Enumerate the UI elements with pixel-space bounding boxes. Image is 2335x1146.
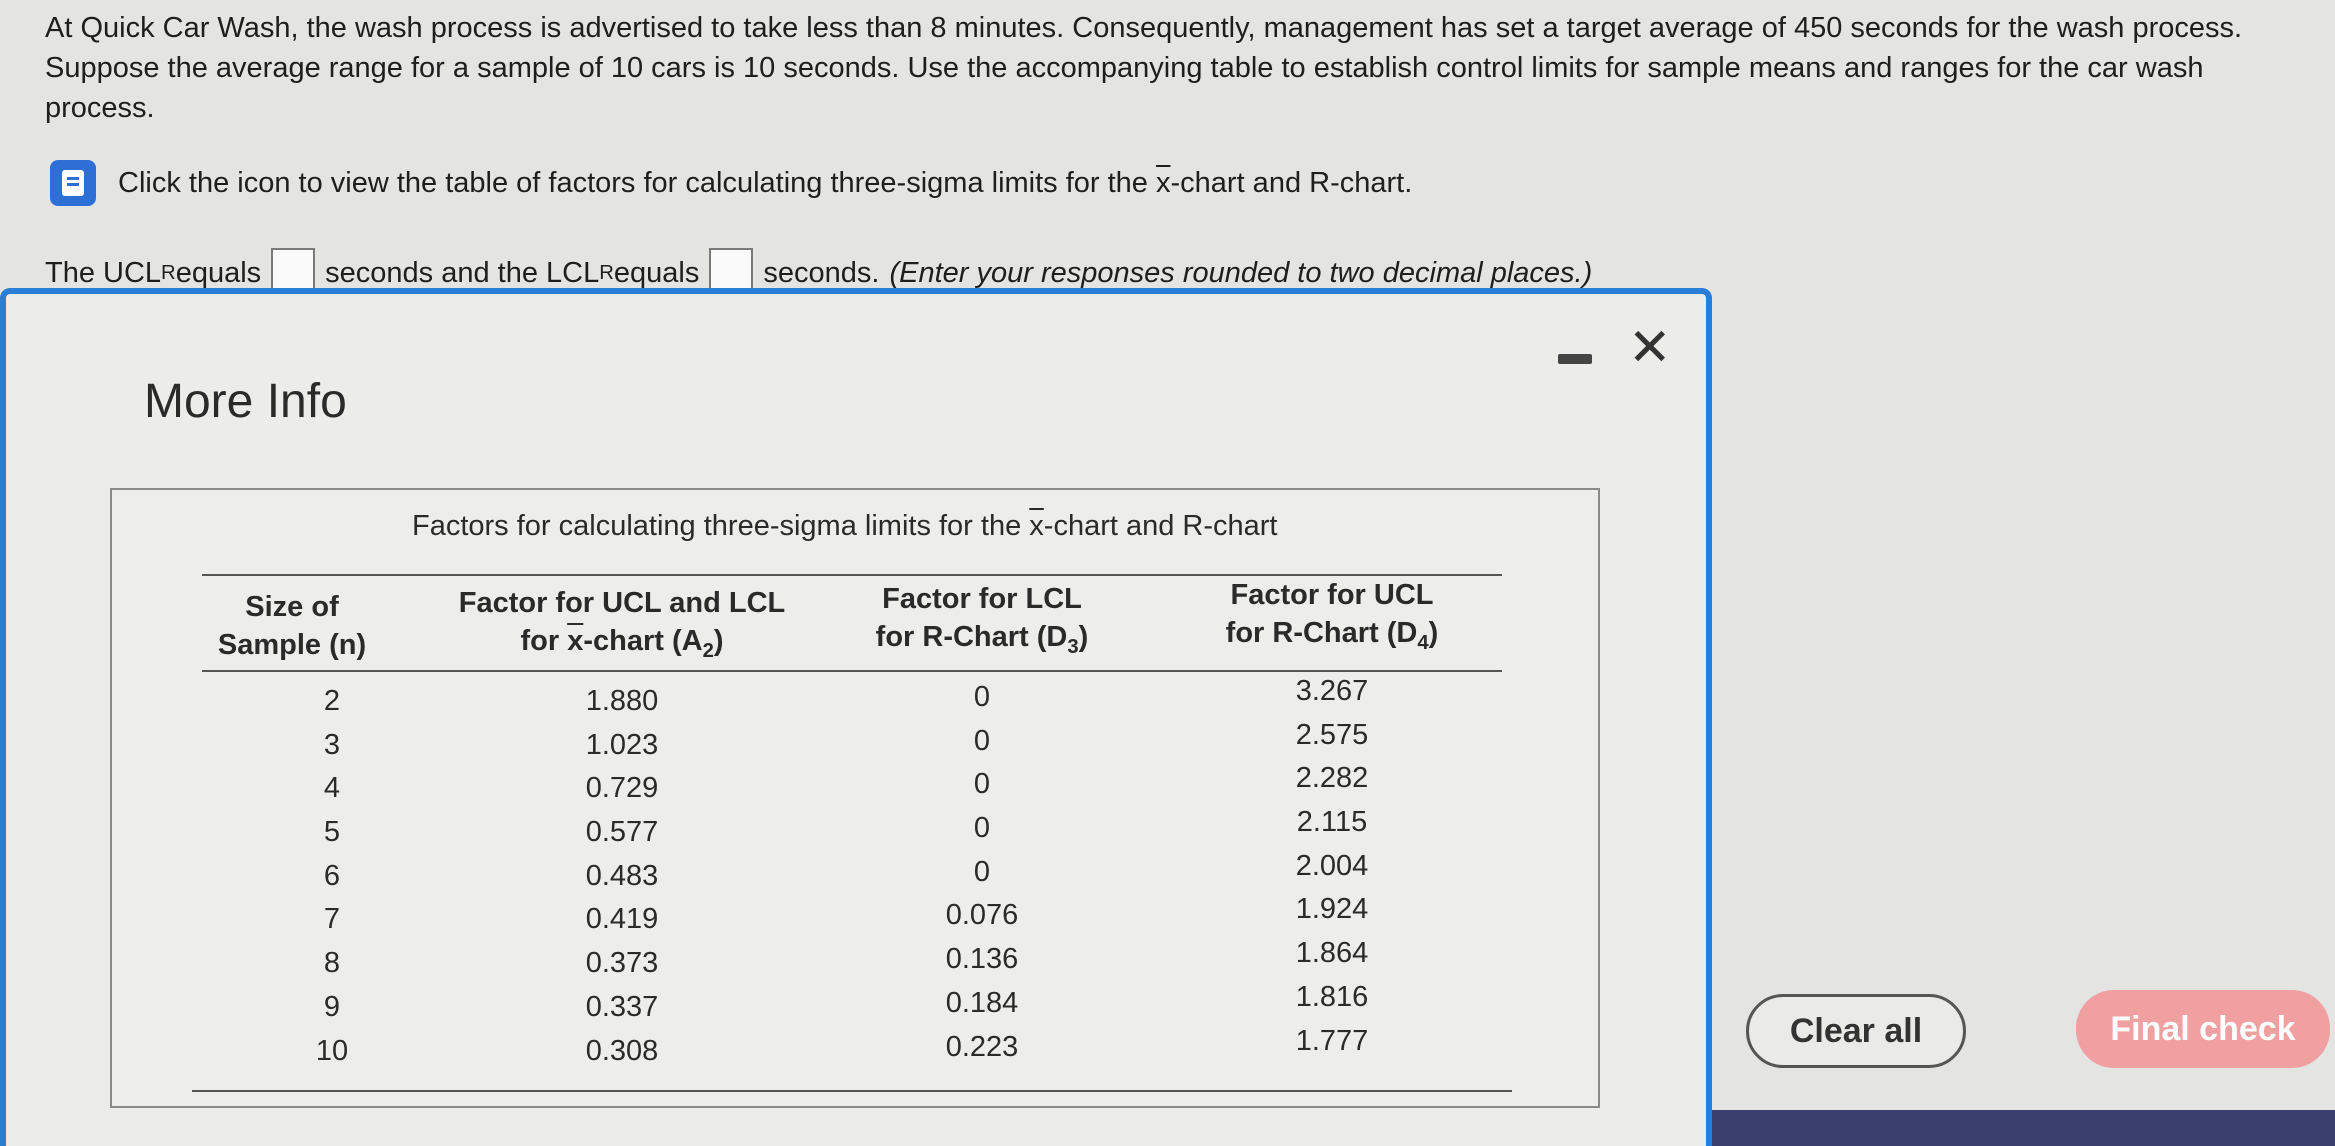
cell-d4: 2.282 (1295, 762, 1369, 795)
answer-label-equals-2: equals (613, 256, 700, 289)
column-d4 (1272, 670, 1392, 1063)
column-sample-size (302, 680, 362, 1073)
cell-n: 5 (323, 816, 341, 849)
cell-d3: 0 (973, 681, 991, 713)
cell-d3: 0.184 (945, 986, 1019, 1019)
cell-d4: 2.004 (1295, 849, 1369, 882)
cell-n: 8 (323, 947, 341, 980)
cell-n: 7 (323, 903, 341, 936)
answer-label-equals-1: equals (175, 256, 262, 289)
cell-a2: 0.308 (585, 1034, 659, 1067)
cell-a2: 1.023 (585, 728, 659, 761)
cell-d3: 0.076 (945, 899, 1019, 932)
factors-table (110, 488, 1600, 1108)
cell-n: 10 (315, 1034, 349, 1067)
lcl-subscript: R (599, 261, 614, 284)
cell-n: 4 (323, 772, 341, 805)
final-check-button[interactable]: Final check (2076, 990, 2330, 1068)
cell-d3: 0 (973, 812, 991, 845)
cell-a2: 0.577 (585, 816, 659, 849)
cell-d4: 3.267 (1295, 675, 1369, 707)
cell-d4: 1.777 (1295, 1024, 1369, 1057)
header-d4: Factor for UCL for R-Chart $(D_4)$ (1225, 579, 1439, 655)
cell-d4: 1.924 (1295, 893, 1369, 926)
header-a2: Factor for UCL and LCL for $\overline{x}$-chart $(A_2)$ (458, 587, 786, 663)
cell-d3: 0 (973, 724, 991, 757)
cell-a2: 1.880 (585, 685, 659, 717)
answer-instruction: (Enter your responses rounded to two decimal places.) (889, 256, 1593, 289)
problem-statement: At Quick Car Wash, the wash process is advertised to take less than 8 minutes. Consequently, management has set a target average of 450 seconds for the wash process. Suppose the average range for a sample of 10 cars is 10 seconds. Use the accompanying table to establish control limits for sample means and ranges for the car wash process. (45, 12, 2243, 124)
cell-n: 6 (323, 859, 341, 892)
cell-d3: 0 (973, 768, 991, 801)
table-caption: Factors for calculating three-sigma limits for the $\overline{x}$-chart and R-chart (412, 510, 1278, 542)
cell-n: 3 (323, 728, 341, 761)
cell-n: 9 (323, 990, 341, 1023)
cell-a2: 0.729 (585, 772, 659, 805)
more-info-dialog (0, 288, 1712, 1146)
minimize-icon[interactable] (1558, 354, 1592, 364)
cell-d4: 1.864 (1295, 937, 1369, 970)
cell-d3: 0.136 (945, 943, 1019, 976)
cell-n: 2 (323, 685, 341, 717)
taskbar-strip (1712, 1110, 2335, 1146)
answer-label-ucl: The UCL (45, 256, 162, 289)
close-icon[interactable]: ✕ (1628, 319, 1672, 377)
book-icon[interactable] (50, 160, 96, 206)
cell-a2: 0.337 (585, 990, 659, 1023)
ucl-subscript: R (161, 261, 176, 284)
answer-label-lcl: seconds and the LCL (325, 256, 600, 289)
dialog-title: More Info (144, 375, 347, 428)
cell-d4: 2.575 (1295, 718, 1369, 751)
column-d3 (922, 676, 1042, 1069)
table-bottom-rule (192, 1090, 1512, 1092)
cell-d3: 0.223 (945, 1030, 1019, 1063)
cell-a2: 0.419 (585, 903, 659, 936)
cell-d4: 1.816 (1295, 980, 1369, 1013)
cell-d4: 2.115 (1296, 806, 1368, 839)
header-d3: Factor for LCL for R-Chart $(D_3)$ (875, 583, 1089, 659)
cell-a2: 0.483 (585, 859, 659, 892)
clear-all-button[interactable]: Clear all (1746, 994, 1966, 1068)
column-a2 (562, 680, 682, 1073)
answer-label-seconds: seconds. (763, 256, 880, 289)
table-link-row (50, 160, 1412, 206)
table-link-text[interactable]: Click the icon to view the table of factors for calculating three-sigma limits for the $\overline{x}$-chart and R-chart. (118, 166, 1413, 199)
cell-d3: 0 (973, 855, 991, 888)
cell-a2: 0.373 (585, 947, 659, 980)
header-sample-size: Size of Sample (n) (217, 591, 367, 661)
